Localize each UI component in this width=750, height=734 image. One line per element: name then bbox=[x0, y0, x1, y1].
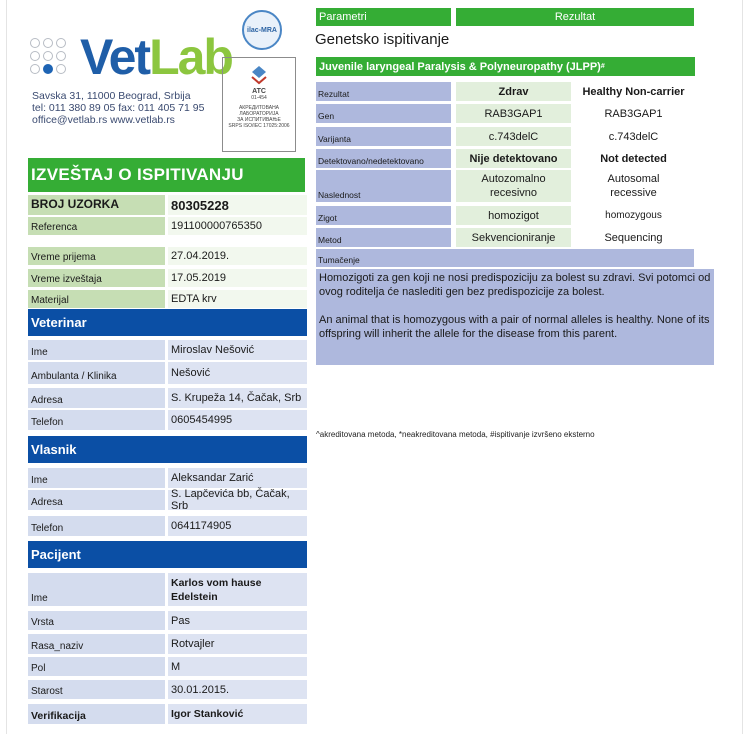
page-edge bbox=[742, 0, 743, 734]
owner-phone-row: Telefon 0641174905 bbox=[28, 516, 307, 536]
patient-breed-row: Rasa_naziv Rotvajler bbox=[28, 634, 307, 654]
gene-label: Gen bbox=[316, 104, 451, 123]
verification-row: Verifikacija Igor Stanković bbox=[28, 704, 307, 724]
inheritance-label: Naslednost bbox=[316, 170, 451, 202]
patient-sex-row: Pol M bbox=[28, 657, 307, 676]
received-row: Vreme prijema 27.04.2019. bbox=[28, 247, 307, 265]
ilac-mra-seal-icon: ilac-MRA bbox=[242, 10, 282, 50]
vet-name-row: Ime Miroslav Nešović bbox=[28, 340, 307, 360]
detection-english: Not detected bbox=[600, 152, 667, 165]
vet-address-row: Adresa S. Krupeža 14, Čačak, Srb bbox=[28, 388, 307, 408]
patient-name-row: Ime Karlos vom hause Edelstein bbox=[28, 573, 307, 606]
material-row: Materijal EDTA krv bbox=[28, 290, 307, 308]
owner-heading: Vlasnik bbox=[28, 436, 307, 463]
variant-english: c.743delC bbox=[608, 130, 659, 143]
result-english: Healthy Non-carrier bbox=[582, 85, 685, 98]
result-label: Rezultat bbox=[316, 82, 451, 101]
report-date-row: Vreme izveštaja 17.05.2019 bbox=[28, 269, 307, 287]
sample-number-row: BROJ UZORKA 80305228 bbox=[28, 195, 307, 215]
method-label: Metod bbox=[316, 228, 451, 247]
result-header: Rezultat bbox=[456, 8, 694, 26]
company-logo: VetLab bbox=[80, 29, 232, 85]
reference-row: Referenca 191100000765350 bbox=[28, 217, 307, 235]
page-edge bbox=[6, 0, 7, 734]
gene-english: RAB3GAP1 bbox=[604, 107, 663, 120]
interpretation-label: Tumačenje bbox=[316, 249, 694, 267]
zygosity-english: homozygous bbox=[605, 209, 662, 221]
company-email: office@vetlab.rs www.vetlab.rs bbox=[32, 114, 175, 126]
gene-value: RAB3GAP1 bbox=[456, 104, 571, 123]
method-value: Sekvencioniranje bbox=[456, 228, 571, 247]
test-name: Juvenile laryngeal Paralysis & Polyneuropathy (JLPP) # bbox=[316, 57, 695, 76]
footnote: ^akreditovana metoda, *neakreditovana metoda, #ispitivanje izvršeno eksterno bbox=[316, 430, 595, 439]
detection-value: Nije detektovano bbox=[456, 149, 571, 168]
atc-accreditation-badge: ATC 01-454 АКРЕДИТОВАНА ЛАБОРАТОРИЈА ЗА ИСПИТИВАЊЕ SRPS ISO/IEC 17025:2006 bbox=[222, 57, 296, 152]
zygosity-value: homozigot bbox=[456, 206, 571, 225]
result-value: Zdrav bbox=[456, 82, 571, 101]
param-header: Parametri bbox=[316, 8, 451, 26]
inheritance-english: Autosomal recessive bbox=[607, 173, 660, 199]
owner-name-row: Ime Aleksandar Zarić bbox=[28, 468, 307, 488]
patient-age-row: Starost 30.01.2015. bbox=[28, 680, 307, 699]
patient-species-row: Vrsta Pas bbox=[28, 611, 307, 630]
variant-label: Varijanta bbox=[316, 127, 451, 146]
patient-heading: Pacijent bbox=[28, 541, 307, 568]
veterinarian-heading: Veterinar bbox=[28, 309, 307, 336]
zygosity-label: Zigot bbox=[316, 206, 451, 225]
method-english: Sequencing bbox=[604, 231, 663, 244]
report-title: IZVEŠTAJ O ISPITIVANJU bbox=[28, 158, 305, 192]
vetlab-logo-dots-icon bbox=[30, 38, 76, 84]
variant-value: c.743delC bbox=[456, 127, 571, 146]
company-phone: tel: 011 380 89 05 fax: 011 405 71 95 bbox=[32, 102, 205, 114]
vet-phone-row: Telefon 0605454995 bbox=[28, 410, 307, 430]
detection-label: Detektovano/nedetektovano bbox=[316, 149, 451, 168]
interpretation-box bbox=[316, 269, 714, 365]
company-address: Savska 31, 11000 Beograd, Srbija bbox=[32, 90, 191, 102]
section-title: Genetsko ispitivanje bbox=[315, 31, 450, 48]
vet-clinic-row: Ambulanta / Klinika Nešović bbox=[28, 362, 307, 384]
owner-address-row: Adresa S. Lapčevića bb, Čačak, Srb bbox=[28, 490, 307, 510]
interpretation-serbian: Homozigoti za gen koji ne nosi predispoziciju za bolest su zdravi. Svi potomci od ovog roditelja će naslediti gen bez predispozicije za bolest. bbox=[319, 272, 711, 298]
inheritance-value: Autozomalno recesivno bbox=[456, 170, 571, 202]
atc-emblem-icon bbox=[248, 64, 270, 86]
interpretation-english: An animal that is homozygous with a pair of normal alleles is healthy. None of its offspring will inherit the allele for the disease from this parent. bbox=[319, 314, 710, 340]
